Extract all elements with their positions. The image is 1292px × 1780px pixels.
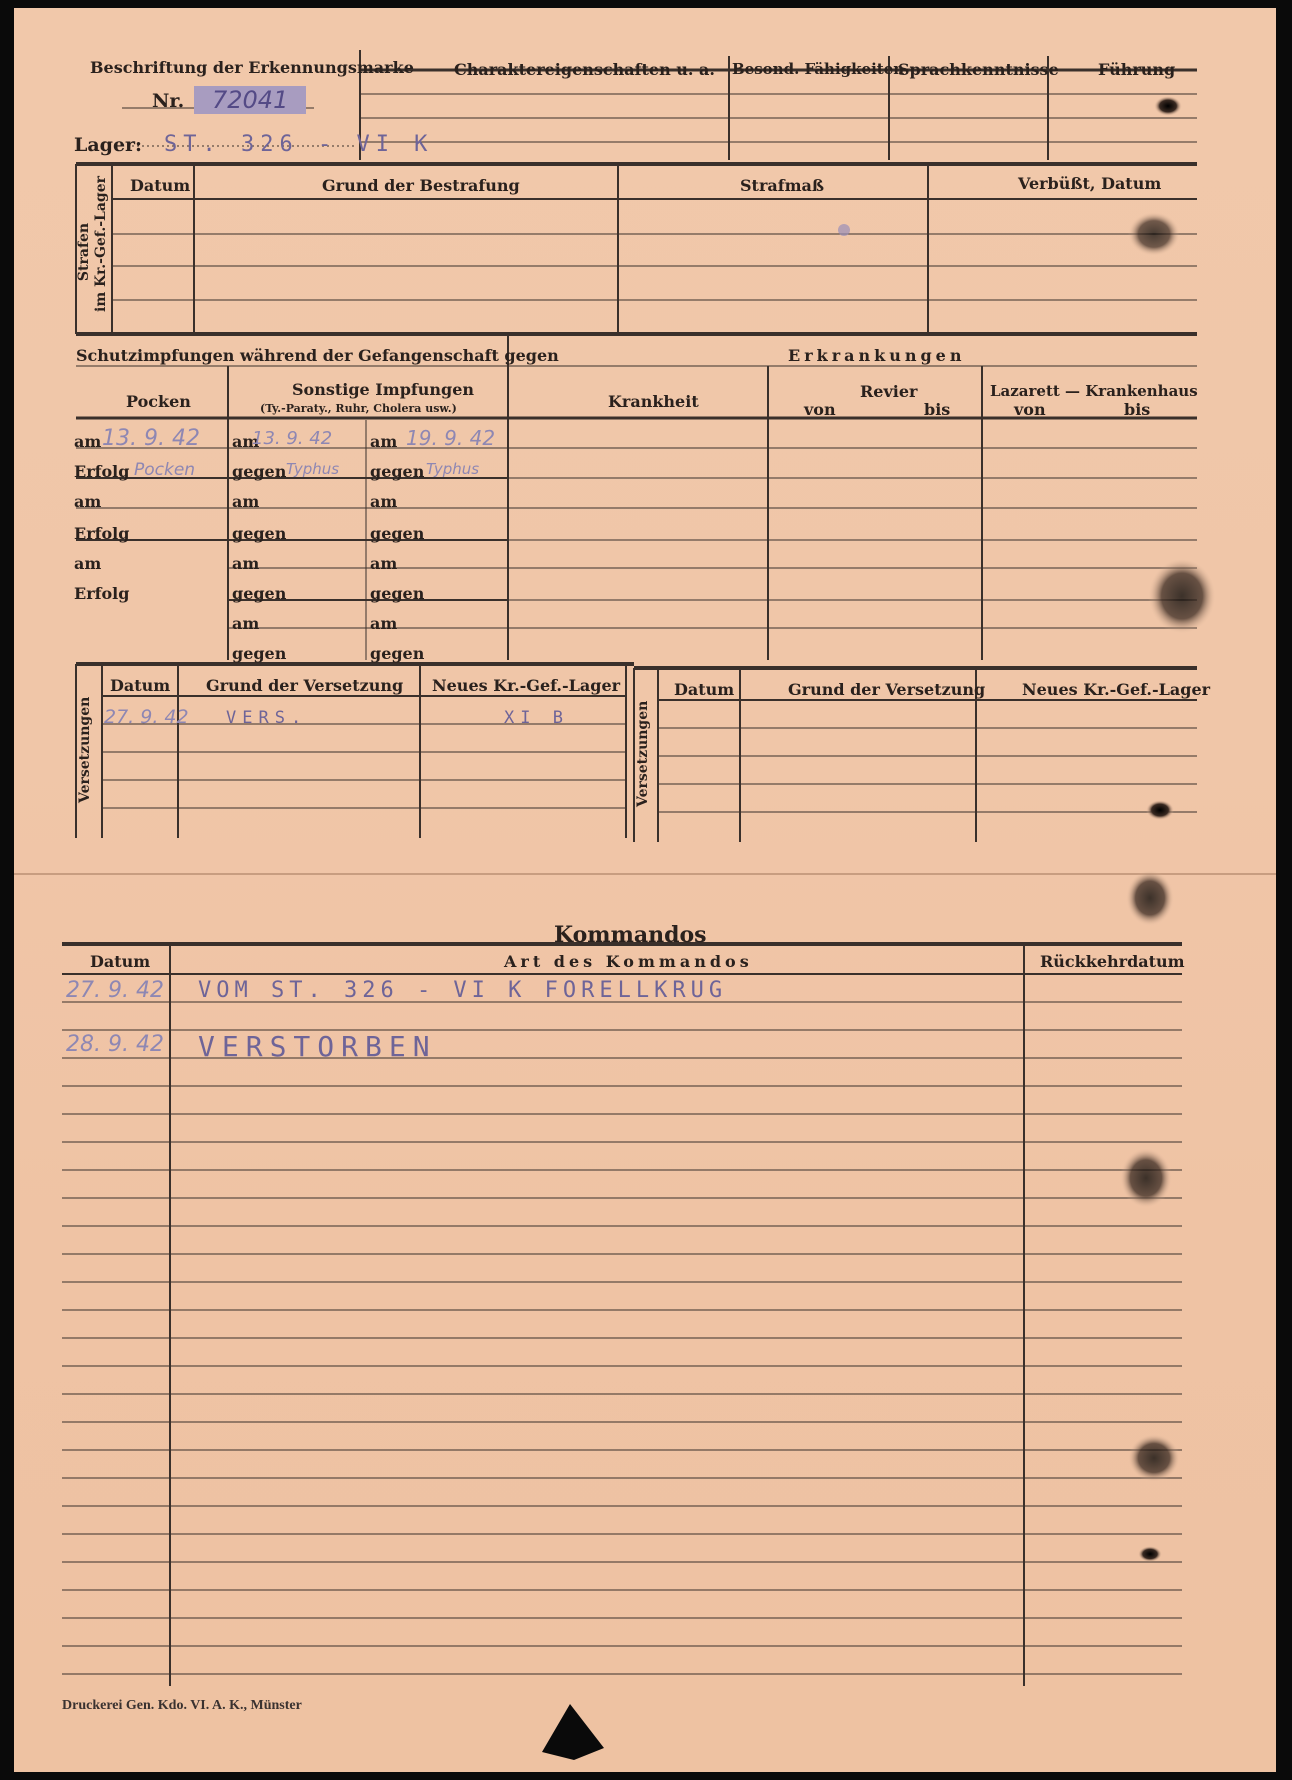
sonst-am-1b-value: 19. 9. 42 (406, 426, 496, 450)
vers-row1-datum: 27. 9. 42 (104, 706, 189, 728)
pocken-am-label-3: am (74, 554, 102, 573)
erk-revier-von: von (804, 400, 836, 419)
pocken-erfolg-label: Erfolg (74, 462, 130, 481)
pocken-erfolg-label-2: Erfolg (74, 524, 130, 543)
nr-value: 72041 (194, 86, 306, 114)
sonst-gegen-label-4b: gegen (370, 644, 425, 663)
pocken-erfolg-label-3: Erfolg (74, 584, 130, 603)
sonst-am-label-3b: am (370, 554, 398, 573)
strafen-side-label: Strafen im Kr.-Gef.-Lager (76, 175, 109, 312)
erk-revier-bis: bis (924, 400, 951, 419)
vers-right-col-lager: Neues Kr.-Gef.-Lager (1022, 680, 1211, 699)
col-sprach: Sprachkenntnisse (898, 60, 1059, 79)
vers-right-col-grund: Grund der Versetzung (788, 680, 986, 699)
pocken-am-label-2: am (74, 492, 102, 511)
col-charakter: Charaktereigenschaften u. a. (454, 60, 715, 79)
sonst-gegen-label-4a: gegen (232, 644, 287, 663)
vers-left-col-grund: Grund der Versetzung (206, 676, 404, 695)
sonst-am-label-1a: am (232, 432, 260, 451)
vers-left-col-lager: Neues Kr.-Gef.-Lager (432, 676, 621, 695)
erk-col-revier: Revier (860, 382, 918, 401)
sonst-am-label-3a: am (232, 554, 260, 573)
pocken-am-label: am (74, 432, 102, 451)
strafen-col-verbuesst: Verbüßt, Datum (1018, 174, 1162, 193)
vers-row1-grund: VERS. (226, 708, 308, 728)
erk-col-lazarett: Lazarett — Krankenhaus (990, 382, 1198, 400)
komm-col-datum: Datum (90, 952, 151, 971)
sonst-am-label-1b: am (370, 432, 398, 451)
sonst-am-1a-value: 13. 9. 42 (252, 428, 333, 449)
erkrankungen-title: Erkrankungen (788, 346, 966, 365)
lager-value: ST. 326 - VI K (164, 132, 434, 157)
sonst-am-label-2a: am (232, 492, 260, 511)
sonst-gegen-label-3b: gegen (370, 584, 425, 603)
impf-col-sonstige-sub: (Ty.-Paraty., Ruhr, Cholera usw.) (260, 402, 457, 415)
komm-row2-datum: 28. 9. 42 (66, 1032, 164, 1057)
strafen-col-strafmass: Strafmaß (740, 176, 825, 195)
impf-col-pocken: Pocken (126, 392, 191, 411)
sonst-gegen-label-3a: gegen (232, 584, 287, 603)
sonst-am-label-4a: am (232, 614, 260, 633)
impf-col-sonstige: Sonstige Impfungen (292, 380, 475, 399)
versetzungen-side-label-left: Versetzungen (77, 696, 93, 803)
sonst-gegen-label-2b: gegen (370, 524, 425, 543)
nr-label: Nr. (152, 90, 185, 112)
versetzungen-side-label-right: Versetzungen (635, 700, 651, 807)
sonst-gegen-label-2a: gegen (232, 524, 287, 543)
erk-lazarett-bis: bis (1124, 400, 1151, 419)
sonst-am-label-2b: am (370, 492, 398, 511)
sonst-gegen-label-1b: gegen (370, 462, 425, 481)
lager-label: Lager: (74, 134, 143, 156)
pocken-erfolg-1-value: Pocken (134, 460, 196, 480)
vers-left-col-datum: Datum (110, 676, 171, 695)
col-fuehrung: Führung (1098, 60, 1176, 79)
form-sheet (14, 8, 1276, 1772)
strafen-col-datum: Datum (130, 176, 191, 195)
komm-row1-art: VOM ST. 326 - VI K FORELLKRUG (198, 978, 728, 1003)
sonst-gegen-1b-value: Typhus (426, 460, 480, 478)
sonst-gegen-1a-value: Typhus (286, 460, 340, 478)
komm-row2-art: VERSTORBEN (198, 1030, 437, 1063)
form-grid (14, 8, 1276, 1772)
kommandos-title: Kommandos (554, 922, 707, 948)
komm-col-rueckkehr: Rückkehrdatum (1040, 952, 1185, 971)
printer-imprint: Druckerei Gen. Kdo. VI. A. K., Münster (62, 1698, 302, 1713)
vers-right-col-datum: Datum (674, 680, 735, 699)
col-faehigkeiten: Besond. Fähigkeiten (732, 60, 905, 78)
sonst-gegen-label-1a: gegen (232, 462, 287, 481)
erk-col-krankheit: Krankheit (608, 392, 699, 411)
vers-row1-lager: XI B (504, 708, 569, 728)
komm-col-art: Art des Kommandos (504, 952, 753, 971)
komm-row1-datum: 27. 9. 42 (66, 978, 164, 1003)
pocken-am-1-value: 13. 9. 42 (102, 426, 200, 451)
marke-label: Beschriftung der Erkennungsmarke (90, 58, 414, 77)
sonst-am-label-4b: am (370, 614, 398, 633)
impfungen-title: Schutzimpfungen während der Gefangenschaft gegen (76, 346, 559, 365)
strafen-col-grund: Grund der Bestrafung (322, 176, 520, 195)
erk-lazarett-von: von (1014, 400, 1046, 419)
